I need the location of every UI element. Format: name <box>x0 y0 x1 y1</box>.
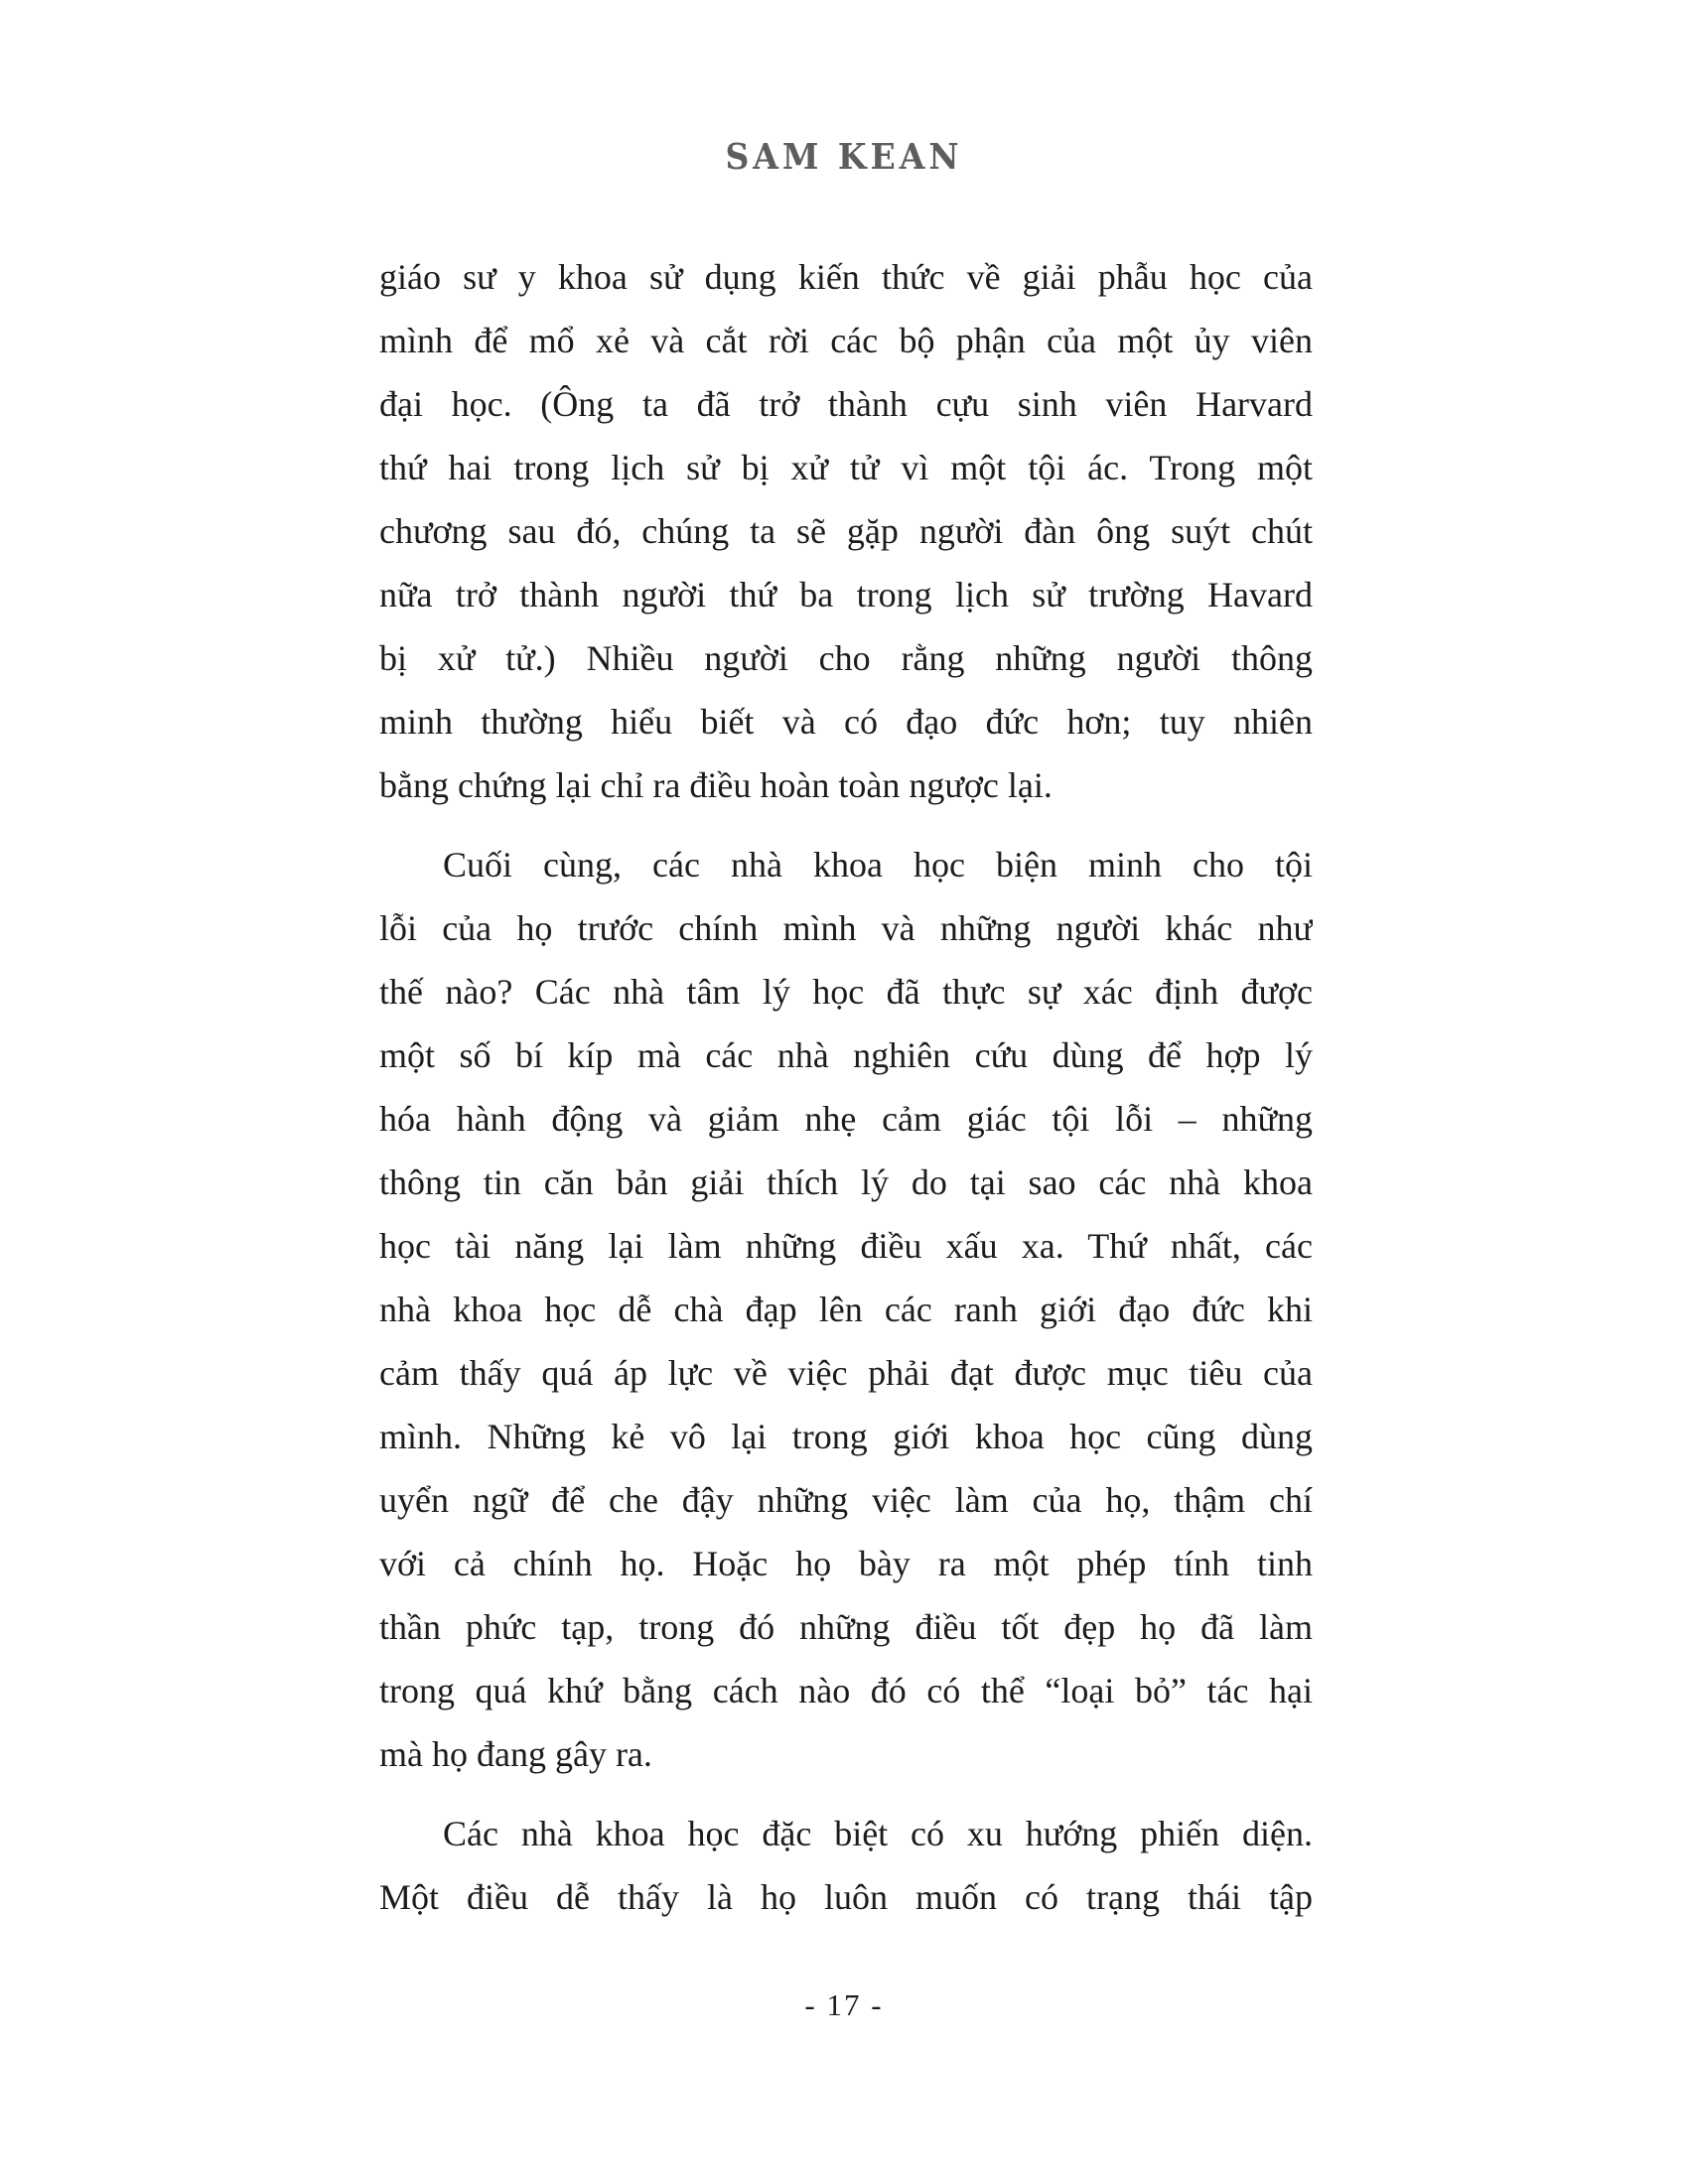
text-line: bằng chứng lại chỉ ra điều hoàn toàn ngược lại. <box>379 765 1053 805</box>
text-line: minh thường hiểu biết và có đạo đức hơn; tuy nhiên <box>379 702 1313 742</box>
paragraph <box>379 1802 1313 1929</box>
text-line: thứ hai trong lịch sử bị xử tử vì một tội ác. Trong một <box>379 448 1313 487</box>
text-line: nữa trở thành người thứ ba trong lịch sử trường Havard <box>379 575 1313 614</box>
text-line: mà họ đang gây ra. <box>379 1734 652 1774</box>
text-line: bị xử tử.) Nhiều người cho rằng những người thông <box>379 638 1313 678</box>
text-line: chương sau đó, chúng ta sẽ gặp người đàn ông suýt chút <box>379 511 1313 551</box>
text-line: thông tin căn bản giải thích lý do tại sao các nhà khoa <box>379 1162 1313 1202</box>
text-line: Cuối cùng, các nhà khoa học biện minh cho tội <box>443 845 1313 885</box>
text-column <box>379 245 1313 1945</box>
paragraph <box>379 245 1313 817</box>
text-line: giáo sư y khoa sử dụng kiến thức về giải phẫu học của <box>379 257 1313 297</box>
text-line: Một điều dễ thấy là họ luôn muốn có trạng thái tập <box>379 1877 1313 1917</box>
text-line: học tài năng lại làm những điều xấu xa. Thứ nhất, các <box>379 1226 1313 1266</box>
paragraph <box>379 833 1313 1786</box>
text-line: Các nhà khoa học đặc biệt có xu hướng phiến diện. <box>443 1814 1313 1853</box>
text-line: với cả chính họ. Hoặc họ bày ra một phép tính tinh <box>379 1544 1313 1583</box>
text-line: đại học. (Ông ta đã trở thành cựu sinh viên Harvard <box>379 384 1313 424</box>
page-number: - 17 - <box>804 1987 884 2022</box>
text-line: hóa hành động và giảm nhẹ cảm giác tội lỗi – những <box>379 1099 1313 1139</box>
text-line: một số bí kíp mà các nhà nghiên cứu dùng để hợp lý <box>379 1035 1313 1075</box>
text-line: lỗi của họ trước chính mình và những người khác như <box>379 908 1313 948</box>
text-line: cảm thấy quá áp lực về việc phải đạt được mục tiêu của <box>379 1353 1313 1393</box>
running-head: SAM KEAN <box>725 135 963 178</box>
text-line: thần phức tạp, trong đó những điều tốt đẹp họ đã làm <box>379 1607 1313 1647</box>
text-line: uyển ngữ để che đậy những việc làm của họ, thậm chí <box>379 1480 1313 1520</box>
text-line: thế nào? Các nhà tâm lý học đã thực sự xác định được <box>379 972 1313 1012</box>
text-line: trong quá khứ bằng cách nào đó có thể “loại bỏ” tác hại <box>379 1671 1313 1710</box>
text-line: mình. Những kẻ vô lại trong giới khoa học cũng dùng <box>379 1417 1313 1456</box>
text-line: nhà khoa học dễ chà đạp lên các ranh giới đạo đức khi <box>379 1290 1313 1329</box>
text-line: mình để mổ xẻ và cắt rời các bộ phận của một ủy viên <box>379 321 1313 360</box>
